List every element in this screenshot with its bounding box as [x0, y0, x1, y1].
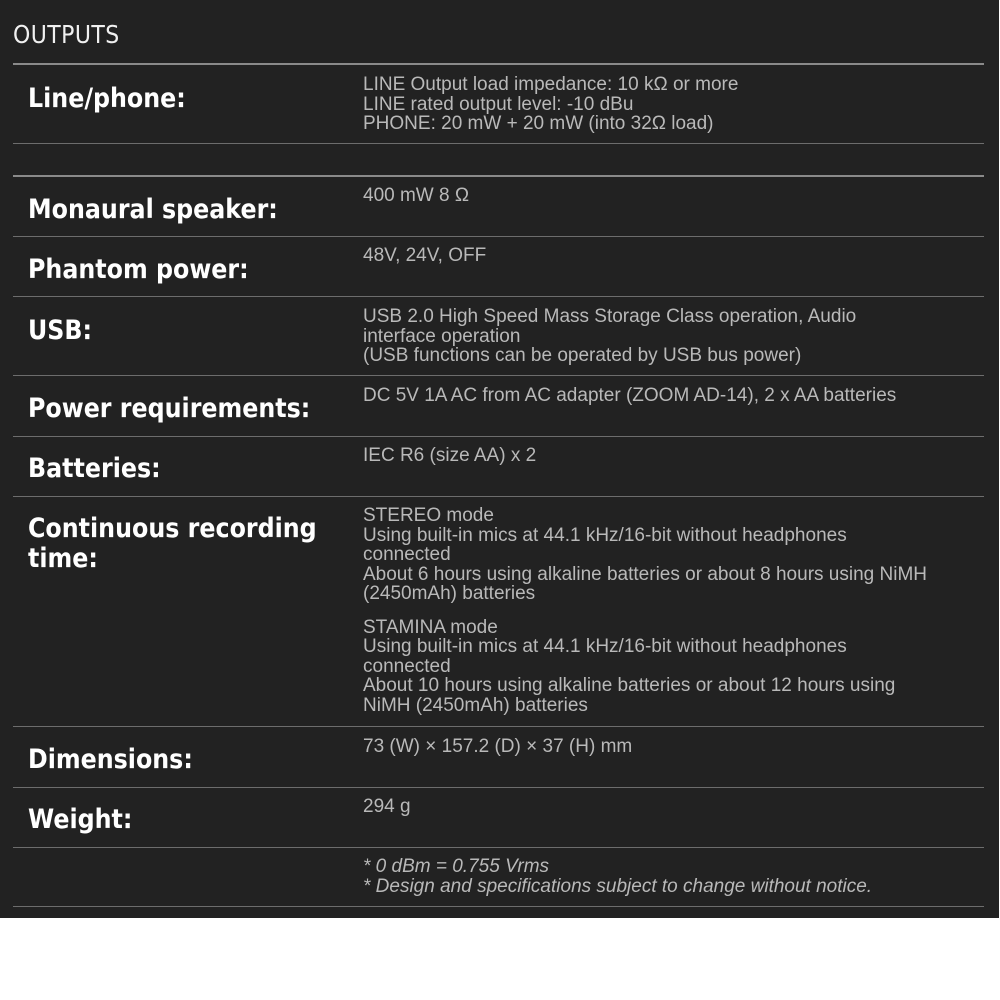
- divider: [13, 375, 984, 376]
- divider: [13, 906, 984, 907]
- spec-value-line: connected: [363, 655, 451, 677]
- spec-value-line: About 6 hours using alkaline batteries or about 8 hours using NiMH: [363, 563, 927, 585]
- divider: [13, 143, 984, 144]
- spec-label-usb: USB:: [28, 315, 93, 346]
- spec-value-line: Using built-in mics at 44.1 kHz/16-bit without headphones: [363, 524, 847, 546]
- divider: [13, 236, 984, 237]
- spec-value-line: 48V, 24V, OFF: [363, 245, 487, 266]
- spec-value-line: 73 (W) × 157.2 (D) × 37 (H) mm: [363, 736, 633, 757]
- spec-value-line-phone: [363, 75, 983, 134]
- spec-value-line: NiMH (2450mAh) batteries: [363, 694, 588, 716]
- spec-value-line: LINE Output load impedance: 10 kΩ or more: [363, 74, 739, 95]
- divider: [13, 787, 984, 788]
- spec-value-phantom-power: [363, 246, 983, 266]
- label-line: time:: [28, 543, 98, 574]
- spec-value-monaural-speaker: [363, 186, 983, 206]
- spec-value-line: 294 g: [363, 796, 411, 817]
- spec-value-line: STAMINA mode: [363, 616, 498, 638]
- divider: [13, 726, 984, 727]
- spec-value-line: interface operation: [363, 325, 521, 347]
- spec-value-line: 400 mW 8 Ω: [363, 185, 470, 206]
- spec-value-line: connected: [363, 544, 451, 565]
- spec-label-weight: Weight:: [28, 804, 133, 835]
- spec-value-usb: [363, 307, 983, 366]
- spec-label-dimensions: Dimensions:: [28, 744, 193, 775]
- spec-value-line: PHONE: 20 mW + 20 mW (into 32Ω load): [363, 113, 714, 134]
- spec-value-line: (2450mAh) batteries: [363, 583, 536, 604]
- footnote: * 0 dBm = 0.755 Vrms: [363, 856, 550, 877]
- spec-value-line: About 10 hours using alkaline batteries or about 12 hours using: [363, 675, 896, 696]
- label-line: Continuous recording: [28, 513, 317, 544]
- divider: [13, 847, 984, 848]
- divider: [13, 175, 984, 177]
- spec-value-weight: [363, 797, 983, 817]
- spec-value-line: LINE rated output level: -10 dBu: [363, 93, 634, 115]
- spec-label-line-phone: Line/phone:: [28, 83, 186, 114]
- spec-value-line: IEC R6 (size AA) x 2: [363, 445, 537, 466]
- divider: [13, 496, 984, 497]
- spec-value-continuous-recording-time: [363, 506, 983, 715]
- spec-value-power-requirements: [363, 386, 983, 406]
- spec-value-line: Using built-in mics at 44.1 kHz/16-bit without headphones: [363, 636, 847, 657]
- spec-label-batteries: Batteries:: [28, 453, 161, 484]
- spec-label-continuous-recording-time: [28, 514, 317, 574]
- spec-value-dimensions: [363, 737, 983, 757]
- spec-value-line: (USB functions can be operated by USB bus power): [363, 345, 802, 366]
- spec-value-line: DC 5V 1A AC from AC adapter (ZOOM AD-14), 2 x AA batteries: [363, 385, 897, 406]
- spec-value-line: USB 2.0 High Speed Mass Storage Class operation, Audio: [363, 306, 857, 327]
- spec-label-power-requirements: Power requirements:: [28, 393, 311, 424]
- divider: [13, 436, 984, 437]
- spec-label-monaural-speaker: Monaural speaker:: [28, 194, 278, 225]
- spec-value-batteries: [363, 446, 983, 466]
- divider: [13, 63, 984, 65]
- footnote: * Design and specifications subject to change without notice.: [363, 875, 873, 897]
- section-title: OUTPUTS: [13, 20, 120, 49]
- spec-label-phantom-power: Phantom power:: [28, 254, 249, 285]
- spec-value-line: STEREO mode: [363, 505, 494, 526]
- divider: [13, 296, 984, 297]
- spec-notes: [363, 857, 983, 896]
